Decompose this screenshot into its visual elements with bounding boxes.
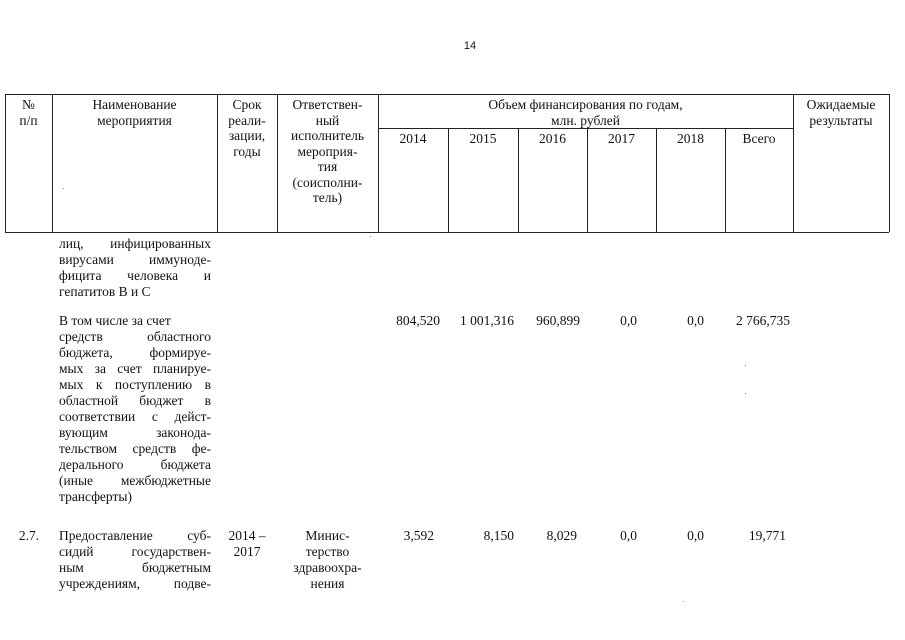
scan-speck: [745, 393, 746, 394]
header-funding: Объем финансирования по годам, млн. рублей: [488, 97, 683, 128]
header-year-2016: 2016: [539, 131, 566, 146]
row-term: 2014 – 2017: [228, 528, 266, 559]
header-term: Срок реали- зации, годы: [228, 97, 266, 159]
header-number: № п/п: [19, 97, 38, 128]
header-year-2015: 2015: [469, 131, 497, 146]
scan-speck: [63, 188, 64, 189]
scan-speck: [370, 236, 371, 237]
header-executor: Ответствен- ный исполнитель мероприя- тия (соисполни- тель): [291, 97, 364, 205]
header-bottom-border: [5, 232, 889, 233]
funding-subheader-border: [378, 128, 793, 129]
header-name: Наименование мероприятия: [92, 97, 177, 128]
row-value-2016: 8,029: [546, 528, 577, 543]
regional-budget-2015: 1 001,316: [460, 313, 514, 328]
row-value-2017: 0,0: [620, 528, 637, 543]
regional-budget-text: В том числе за счет средств областного бюджета, формируе- мых за счет планируе- мых к поступлению в областной бюджет в соответствии с дейст- вующим законода- тельством средств фе- дерального бюджета (иные межбюджетные трансферты): [59, 313, 211, 504]
row-value-2015: 8,150: [483, 528, 514, 543]
row-value-total: 19,771: [748, 528, 786, 543]
header-results: Ожидаемые результаты: [806, 97, 876, 128]
row-value-2014: 3,592: [403, 528, 434, 543]
scan-speck: [683, 601, 684, 602]
continuation-text: лиц, инфицированных вирусами иммуноде- фицита человека и гепатитов В и С: [59, 236, 211, 299]
regional-budget-2017: 0,0: [620, 313, 637, 328]
header-year-2014: 2014: [399, 131, 427, 146]
row-value-2018: 0,0: [687, 528, 704, 543]
row-number: 2.7.: [18, 528, 40, 543]
regional-budget-2016: 960,899: [536, 313, 580, 328]
header-year-2018: 2018: [677, 131, 704, 146]
header-divider: [889, 94, 890, 232]
header-year-2017: 2017: [608, 131, 635, 146]
header-total: Всего: [742, 131, 776, 146]
row-executor: Минис- терство здравоохра- нения: [293, 528, 362, 591]
regional-budget-2018: 0,0: [687, 313, 704, 328]
regional-budget-total: 2 766,735: [736, 313, 790, 328]
regional-budget-2014: 804,520: [396, 313, 440, 328]
scan-speck: [745, 365, 746, 366]
header-top-border: [5, 94, 889, 95]
row-name: Предоставление суб- сидий государствен- ным бюджетным учреждениям, подве-: [59, 528, 211, 591]
page-number: 14: [463, 40, 477, 52]
